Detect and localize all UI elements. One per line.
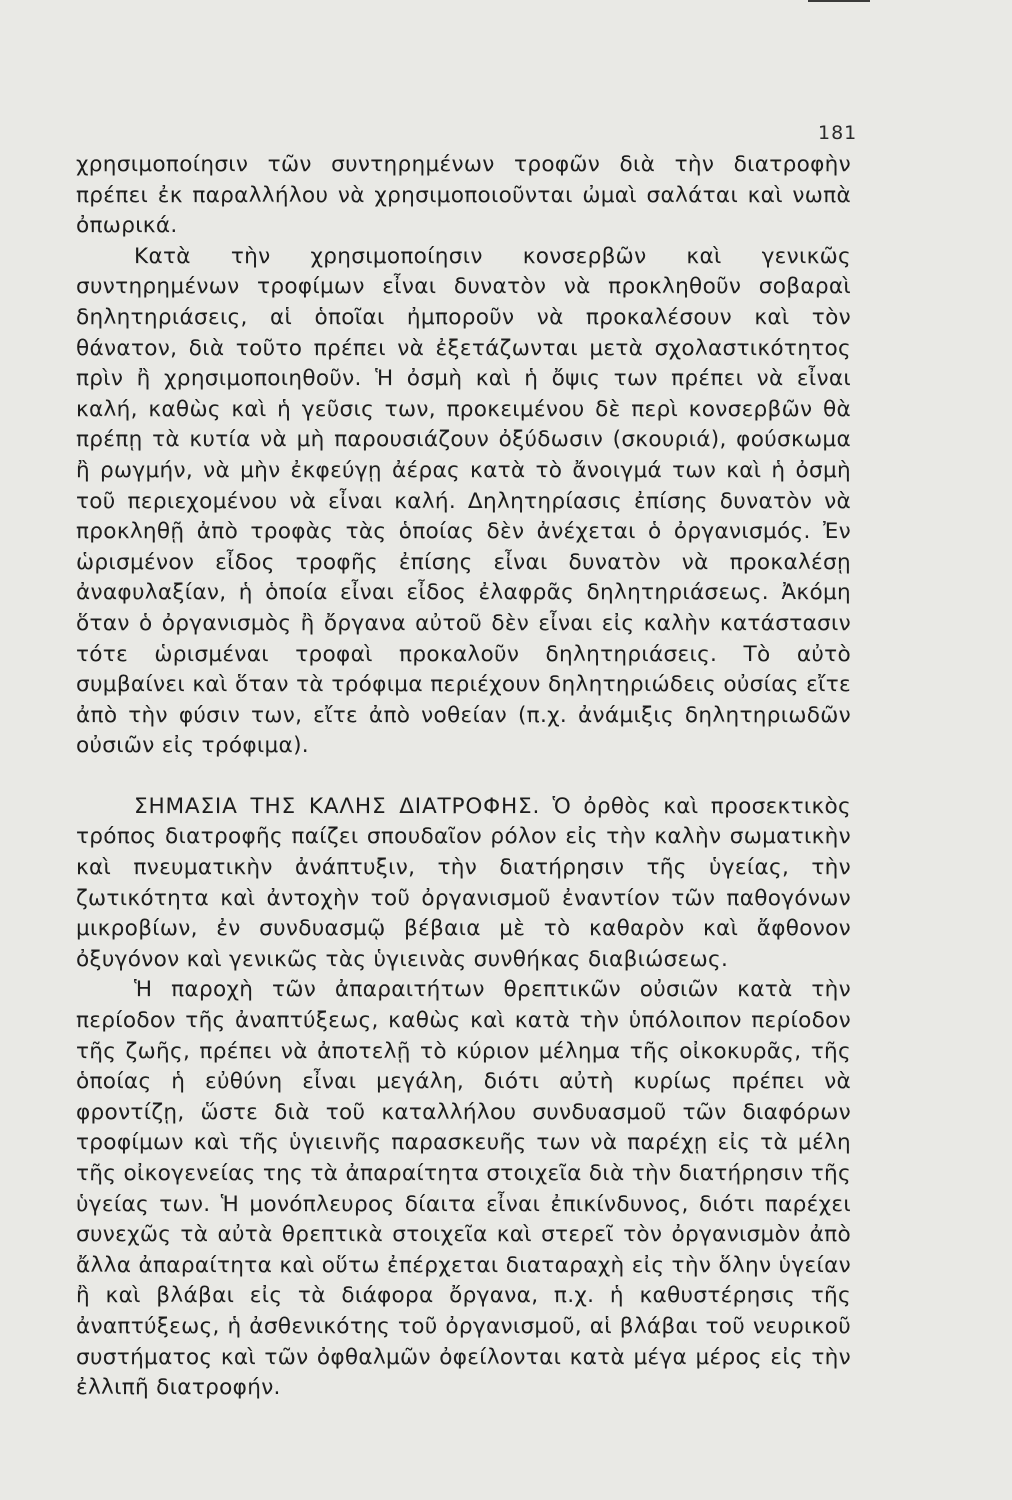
- paragraph-importance-text: Ὁ ὀρθὸς καὶ προσεκτικὸς τρόπος διατροφῆς παίζει σπουδαῖον ρόλον εἰς τὴν καλὴν σωματικὴν καὶ πνευματικὴν ἀνάπτυξιν, τὴν διατήρησιν τῆς ὑγείας, τὴν ζωτικότητα καὶ ἀντοχὴν τοῦ ὀργανισμοῦ ἐναντίον τῶν παθογόνων μικροβίων, ἐν συνδυασμῷ βέβαια μὲ τὸ καθαρὸν καὶ ἄφθονον ὀξυγόνον καὶ γενικῶς τὰς ὑγιεινὰς συνθήκας διαβιώσεως.: [76, 793, 851, 972]
- paragraph-preserved-foods: Κατὰ τὴν χρησιμοποίησιν κονσερβῶν καὶ γενικῶς συντηρημένων τροφίμων εἶναι δυνατὸν νὰ προκληθοῦν σοβαραὶ δηλητηριάσεις, αἱ ὁποῖαι ἠμποροῦν νὰ προκαλέσουν καὶ τὸν θάνατον, διὰ τοῦτο πρέπει νὰ ἐξετάζωνται μετὰ σχολαστικότητος πρὶν ἢ χρησιμοποιηθοῦν. Ἡ ὀσμὴ καὶ ἡ ὄψις των πρέπει νὰ εἶναι καλή, καθὼς καὶ ἡ γεῦσις των, προκειμένου δὲ περὶ κονσερβῶν θὰ πρέπῃ τὰ κυτία νὰ μὴ παρουσιάζουν ὀξύδωσιν (σκουριά), φούσκωμα ἢ ρωγμήν, νὰ μὴν ἐκφεύγῃ ἀέρας κατὰ τὸ ἄνοιγμά των καὶ ἡ ὀσμὴ τοῦ περιεχομένου νὰ εἶναι καλή. Δηλητηρίασις ἐπίσης δυνατὸν νὰ προκληθῇ ἀπὸ τροφὰς τὰς ὁποίας δὲν ἀνέχεται ὁ ὀργανισμός. Ἐν ὡρισμένον εἶδος τροφῆς ἐπίσης εἶναι δυνατὸν νὰ προκαλέσῃ ἀναφυλαξίαν, ἡ ὁποία εἶναι εἶδος ἐλαφρᾶς δηλητηριάσεως. Ἀκόμη ὅταν ὁ ὀργανισμὸς ἢ ὄργανα αὐτοῦ δὲν εἶναι εἰς καλὴν κατάστασιν τότε ὡρισμέναι τροφαὶ προκαλοῦν δηλητηριάσεις. Τὸ αὐτὸ συμβαίνει καὶ ὅταν τὰ τρόφιμα περιέχουν δηλητηριώδεις οὐσίας εἴτε ἀπὸ τὴν φύσιν των, εἴτε ἀπὸ νοθείαν (π.χ. ἀνάμιξις δηλητηριωδῶν οὐσιῶν εἰς τρόφιμα).: [76, 243, 851, 759]
- page-number: 181: [818, 122, 858, 144]
- body-text: [76, 150, 851, 1404]
- paragraph-continuation: χρησιμοποίησιν τῶν συντηρημένων τροφῶν διὰ τὴν διατροφὴν πρέπει ἐκ παραλλήλου νὰ χρησιμοποιοῦνται ὠμαὶ σαλάται καὶ νωπὰ ὀπωρικά.: [76, 152, 851, 239]
- paragraph-nutrients: Ἡ παροχὴ τῶν ἀπαραιτήτων θρεπτικῶν οὐσιῶν κατὰ τὴν περίοδον τῆς ἀναπτύξεως, καθὼς καὶ κατὰ τὴν ὑπόλοιπον περίοδον τῆς ζωῆς, πρέπει νὰ ἀποτελῇ τὸ κύριον μέλημα τῆς οἰκοκυρᾶς, τῆς ὁποίας ἡ εὐθύνη εἶναι μεγάλη, διότι αὐτὴ κυρίως πρέπει νὰ φροντίζῃ, ὥστε διὰ τοῦ καταλλήλου συνδυασμοῦ τῶν διαφόρων τροφίμων καὶ τῆς ὑγιεινῆς παρασκευῆς των νὰ παρέχῃ εἰς τὰ μέλη τῆς οἰκογενείας της τὰ ἀπαραίτητα στοιχεῖα διὰ τὴν διατήρησιν τῆς ὑγείας των. Ἡ μονόπλευρος δίαιτα εἶναι ἐπικίνδυνος, διότι παρέχει συνεχῶς τὰ αὐτὰ θρεπτικὰ στοιχεῖα καὶ στερεῖ τὸν ὀργανισμὸν ἀπὸ ἄλλα ἀπαραίτητα καὶ οὕτω ἐπέρχεται διαταραχὴ εἰς τὴν ὅλην ὑγείαν ἢ καὶ βλάβαι εἰς τὰ διάφορα ὄργανα, π.χ. ἡ καθυστέρησις τῆς ἀναπτύξεως, ἡ ἀσθενικότης τοῦ ὀργανισμοῦ, αἱ βλάβαι τοῦ νευρικοῦ συστήματος καὶ τῶν ὀφθαλμῶν ὀφείλονται κατὰ μέγα μέρος εἰς τὴν ἐλλιπῆ διατροφήν.: [76, 977, 851, 1401]
- section-gap: [76, 762, 851, 792]
- top-rule: [808, 0, 870, 2]
- section-heading: ΣΗΜΑΣΙΑ ΤΗΣ ΚΑΛΗΣ ΔΙΑΤΡΟΦΗΣ.: [134, 793, 541, 819]
- paragraph-importance: [76, 792, 851, 976]
